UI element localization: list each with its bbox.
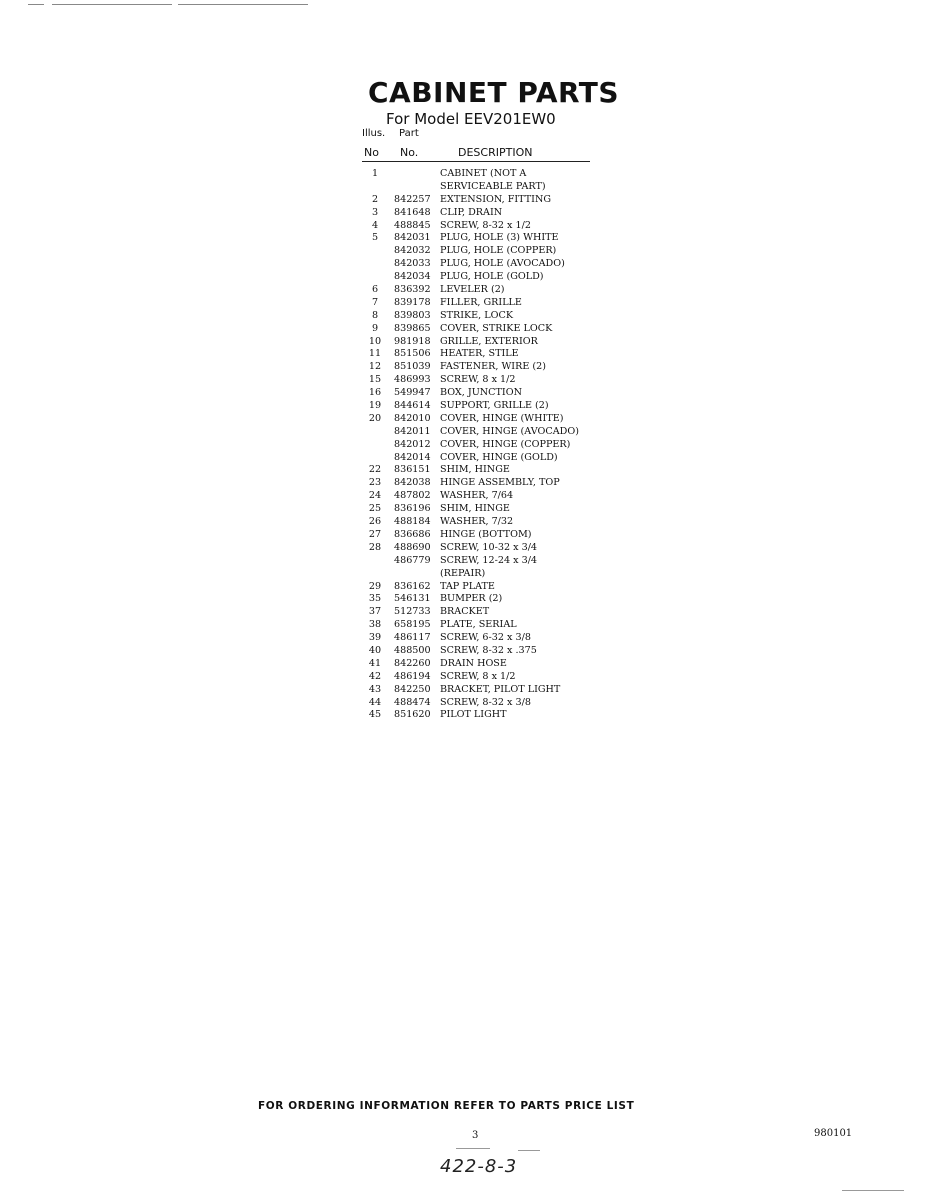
table-row [362, 426, 622, 439]
illus-no: 44 [368, 696, 382, 708]
illus-no: 41 [368, 657, 382, 669]
illus-no: 12 [368, 361, 382, 373]
table-row [362, 490, 622, 503]
part-number: 546131 [394, 593, 431, 605]
part-number: 836392 [394, 284, 431, 296]
part-description: CLIP, DRAIN [440, 206, 503, 218]
part-number: 851039 [394, 361, 431, 373]
scan-edge-line [842, 1190, 904, 1191]
column-header-part-no: No. [400, 146, 419, 159]
part-number: 842032 [394, 245, 431, 257]
part-description: BRACKET [440, 606, 490, 618]
table-row [362, 297, 622, 310]
illus-no: 29 [368, 580, 382, 592]
part-description: CABINET (NOT A [440, 168, 527, 179]
part-description: COVER, HINGE (WHITE) [440, 412, 564, 424]
part-description: PLUG, HOLE (GOLD) [440, 271, 544, 283]
part-description: DRAIN HOSE [440, 657, 507, 669]
part-number: 488690 [394, 541, 431, 553]
part-number: 836196 [394, 503, 431, 515]
table-row [362, 529, 622, 542]
table-row [362, 271, 622, 284]
part-description: PILOT LIGHT [440, 709, 507, 721]
table-row [362, 516, 622, 529]
table-row [362, 452, 622, 465]
illus-no: 39 [368, 632, 382, 644]
table-row [362, 194, 622, 207]
illus-no: 24 [368, 490, 382, 502]
part-description: FILLER, GRILLE [440, 296, 522, 308]
illus-no: 20 [368, 412, 382, 424]
table-row [362, 632, 622, 645]
illus-no: 40 [368, 644, 382, 656]
pencil-mark [518, 1150, 540, 1151]
part-number: 839803 [394, 309, 431, 321]
part-description: LEVELER (2) [440, 284, 505, 296]
illus-no: 25 [368, 503, 382, 515]
part-description: SCREW, 8-32 x 3/8 [440, 696, 531, 708]
part-number: 486194 [394, 670, 431, 682]
table-row [362, 374, 622, 387]
illus-no: 42 [368, 670, 382, 682]
illus-no: 11 [368, 348, 382, 360]
scan-edge-line [52, 4, 172, 5]
part-number: 487802 [394, 490, 431, 502]
table-row [362, 658, 622, 671]
part-description: SCREW, 6-32 x 3/8 [440, 632, 531, 644]
table-row [362, 581, 622, 594]
table-row [362, 336, 622, 349]
pencil-mark [456, 1148, 490, 1149]
part-description: SCREW, 8 x 1/2 [440, 374, 516, 386]
part-description: FASTENER, WIRE (2) [440, 361, 546, 373]
part-number: 486117 [394, 632, 431, 644]
part-number: 842034 [394, 271, 431, 283]
part-number: 839178 [394, 296, 431, 308]
illus-no: 10 [368, 335, 382, 347]
part-number: 841648 [394, 206, 431, 218]
part-description: STRIKE, LOCK [440, 309, 513, 321]
illus-no: 23 [368, 477, 382, 489]
part-number: 836686 [394, 528, 431, 540]
illus-no: 15 [368, 374, 382, 386]
part-description: (REPAIR) [440, 567, 486, 579]
part-description: SCREW, 8-32 x .375 [440, 644, 537, 656]
table-row [362, 245, 622, 258]
table-row [362, 645, 622, 658]
table-row [362, 232, 622, 245]
part-description: BUMPER (2) [440, 593, 503, 605]
part-number: 844614 [394, 400, 431, 412]
scan-edge-line [28, 4, 44, 5]
header-divider [362, 161, 590, 162]
part-description: GRILLE, EXTERIOR [440, 335, 538, 347]
table-row [362, 181, 622, 194]
illus-no: 43 [368, 683, 382, 695]
table-row [362, 503, 622, 516]
part-description: SERVICEABLE PART) [440, 180, 546, 192]
part-description: SHIM, HINGE [440, 464, 510, 476]
part-number: 842033 [394, 258, 431, 270]
illus-no: 2 [371, 193, 379, 205]
part-number: 488474 [394, 696, 431, 708]
document-code: 980101 [814, 1128, 853, 1139]
illus-no: 7 [371, 296, 379, 308]
model-subtitle: For Model EEV201EW0 [386, 110, 556, 128]
table-row [362, 477, 622, 490]
handwritten-note: 422-8-3 [440, 1156, 518, 1177]
part-description: SCREW, 8 x 1/2 [440, 670, 516, 682]
part-number: 488845 [394, 219, 431, 231]
table-row [362, 464, 622, 477]
part-number: 836162 [394, 580, 431, 592]
table-row [362, 220, 622, 233]
part-description: SUPPORT, GRILLE (2) [440, 400, 549, 412]
part-number: 842010 [394, 412, 431, 424]
table-row [362, 593, 622, 606]
table-row [362, 207, 622, 220]
illus-no: 4 [371, 219, 379, 231]
illus-no: 6 [371, 284, 379, 296]
ordering-info-footer: FOR ORDERING INFORMATION REFER TO PARTS PRICE LIST [258, 1100, 635, 1112]
part-number: 839865 [394, 322, 431, 334]
part-number: 549947 [394, 387, 431, 399]
table-row [362, 168, 622, 181]
column-header-description: DESCRIPTION [458, 146, 533, 159]
part-description: SCREW, 12-24 x 3/4 [440, 554, 538, 566]
part-number: 658195 [394, 619, 431, 631]
part-description: COVER, HINGE (GOLD) [440, 451, 558, 463]
page-number: 3 [472, 1130, 479, 1141]
illus-no: 45 [368, 709, 382, 721]
part-description: COVER, HINGE (AVOCADO) [440, 425, 579, 437]
column-header-no: No [364, 146, 379, 159]
part-description: SCREW, 8-32 x 1/2 [440, 219, 531, 231]
scan-edge-line [178, 4, 308, 5]
illus-no: 26 [368, 516, 382, 528]
part-description: HEATER, STILE [440, 348, 519, 360]
part-description: WASHER, 7/64 [440, 490, 514, 502]
illus-no: 27 [368, 528, 382, 540]
table-row [362, 310, 622, 323]
part-number: 486779 [394, 554, 431, 566]
part-description: PLUG, HOLE (COPPER) [440, 245, 557, 257]
table-row [362, 323, 622, 336]
table-row [362, 439, 622, 452]
part-number: 488500 [394, 644, 431, 656]
part-number: 842011 [394, 425, 431, 437]
part-number: 842014 [394, 451, 431, 463]
part-number: 488184 [394, 516, 431, 528]
part-description: COVER, STRIKE LOCK [440, 322, 553, 334]
part-number: 842250 [394, 683, 431, 695]
table-row [362, 542, 622, 555]
part-description: WASHER, 7/32 [440, 516, 514, 528]
part-number: 842031 [394, 232, 431, 244]
illus-no: 35 [368, 593, 382, 605]
table-row [362, 555, 622, 568]
table-row [362, 697, 622, 710]
part-number: 851620 [394, 709, 431, 721]
illus-no: 8 [371, 309, 379, 321]
table-row [362, 671, 622, 684]
part-number: 836151 [394, 464, 431, 476]
column-header-part: Part [399, 128, 419, 139]
illus-no: 16 [368, 387, 382, 399]
part-number: 851506 [394, 348, 431, 360]
parts-table [362, 168, 622, 722]
illus-no: 19 [368, 400, 382, 412]
part-number: 486993 [394, 374, 431, 386]
table-row [362, 619, 622, 632]
part-number: 842012 [394, 438, 431, 450]
illus-no: 38 [368, 619, 382, 631]
part-number: 842260 [394, 657, 431, 669]
part-description: HINGE (BOTTOM) [440, 528, 532, 540]
part-description: EXTENSION, FITTING [440, 193, 552, 205]
part-description: BRACKET, PILOT LIGHT [440, 683, 561, 695]
table-row [362, 606, 622, 619]
illus-no: 1 [371, 168, 379, 179]
part-number: 981918 [394, 335, 431, 347]
part-description: HINGE ASSEMBLY, TOP [440, 477, 560, 489]
illus-no: 9 [371, 322, 379, 334]
table-row [362, 284, 622, 297]
part-number: 842038 [394, 477, 431, 489]
part-number: 512733 [394, 606, 431, 618]
part-description: PLUG, HOLE (3) WHITE [440, 232, 559, 244]
part-description: SCREW, 10-32 x 3/4 [440, 541, 538, 553]
table-row [362, 387, 622, 400]
part-description: SHIM, HINGE [440, 503, 510, 515]
table-row [362, 709, 622, 722]
table-row [362, 361, 622, 374]
table-row [362, 684, 622, 697]
part-number: 842257 [394, 193, 431, 205]
part-description: COVER, HINGE (COPPER) [440, 438, 571, 450]
table-row [362, 258, 622, 271]
column-header-illus: Illus. [362, 128, 386, 139]
table-row [362, 348, 622, 361]
illus-no: 37 [368, 606, 382, 618]
part-description: TAP PLATE [440, 580, 495, 592]
table-row [362, 568, 622, 581]
table-row [362, 413, 622, 426]
part-description: PLATE, SERIAL [440, 619, 517, 631]
part-description: BOX, JUNCTION [440, 387, 522, 399]
illus-no: 3 [371, 206, 379, 218]
part-description: PLUG, HOLE (AVOCADO) [440, 258, 565, 270]
illus-no: 5 [371, 232, 379, 244]
table-row [362, 400, 622, 413]
illus-no: 28 [368, 541, 382, 553]
illus-no: 22 [368, 464, 382, 476]
page-title: CABINET PARTS [368, 76, 620, 109]
